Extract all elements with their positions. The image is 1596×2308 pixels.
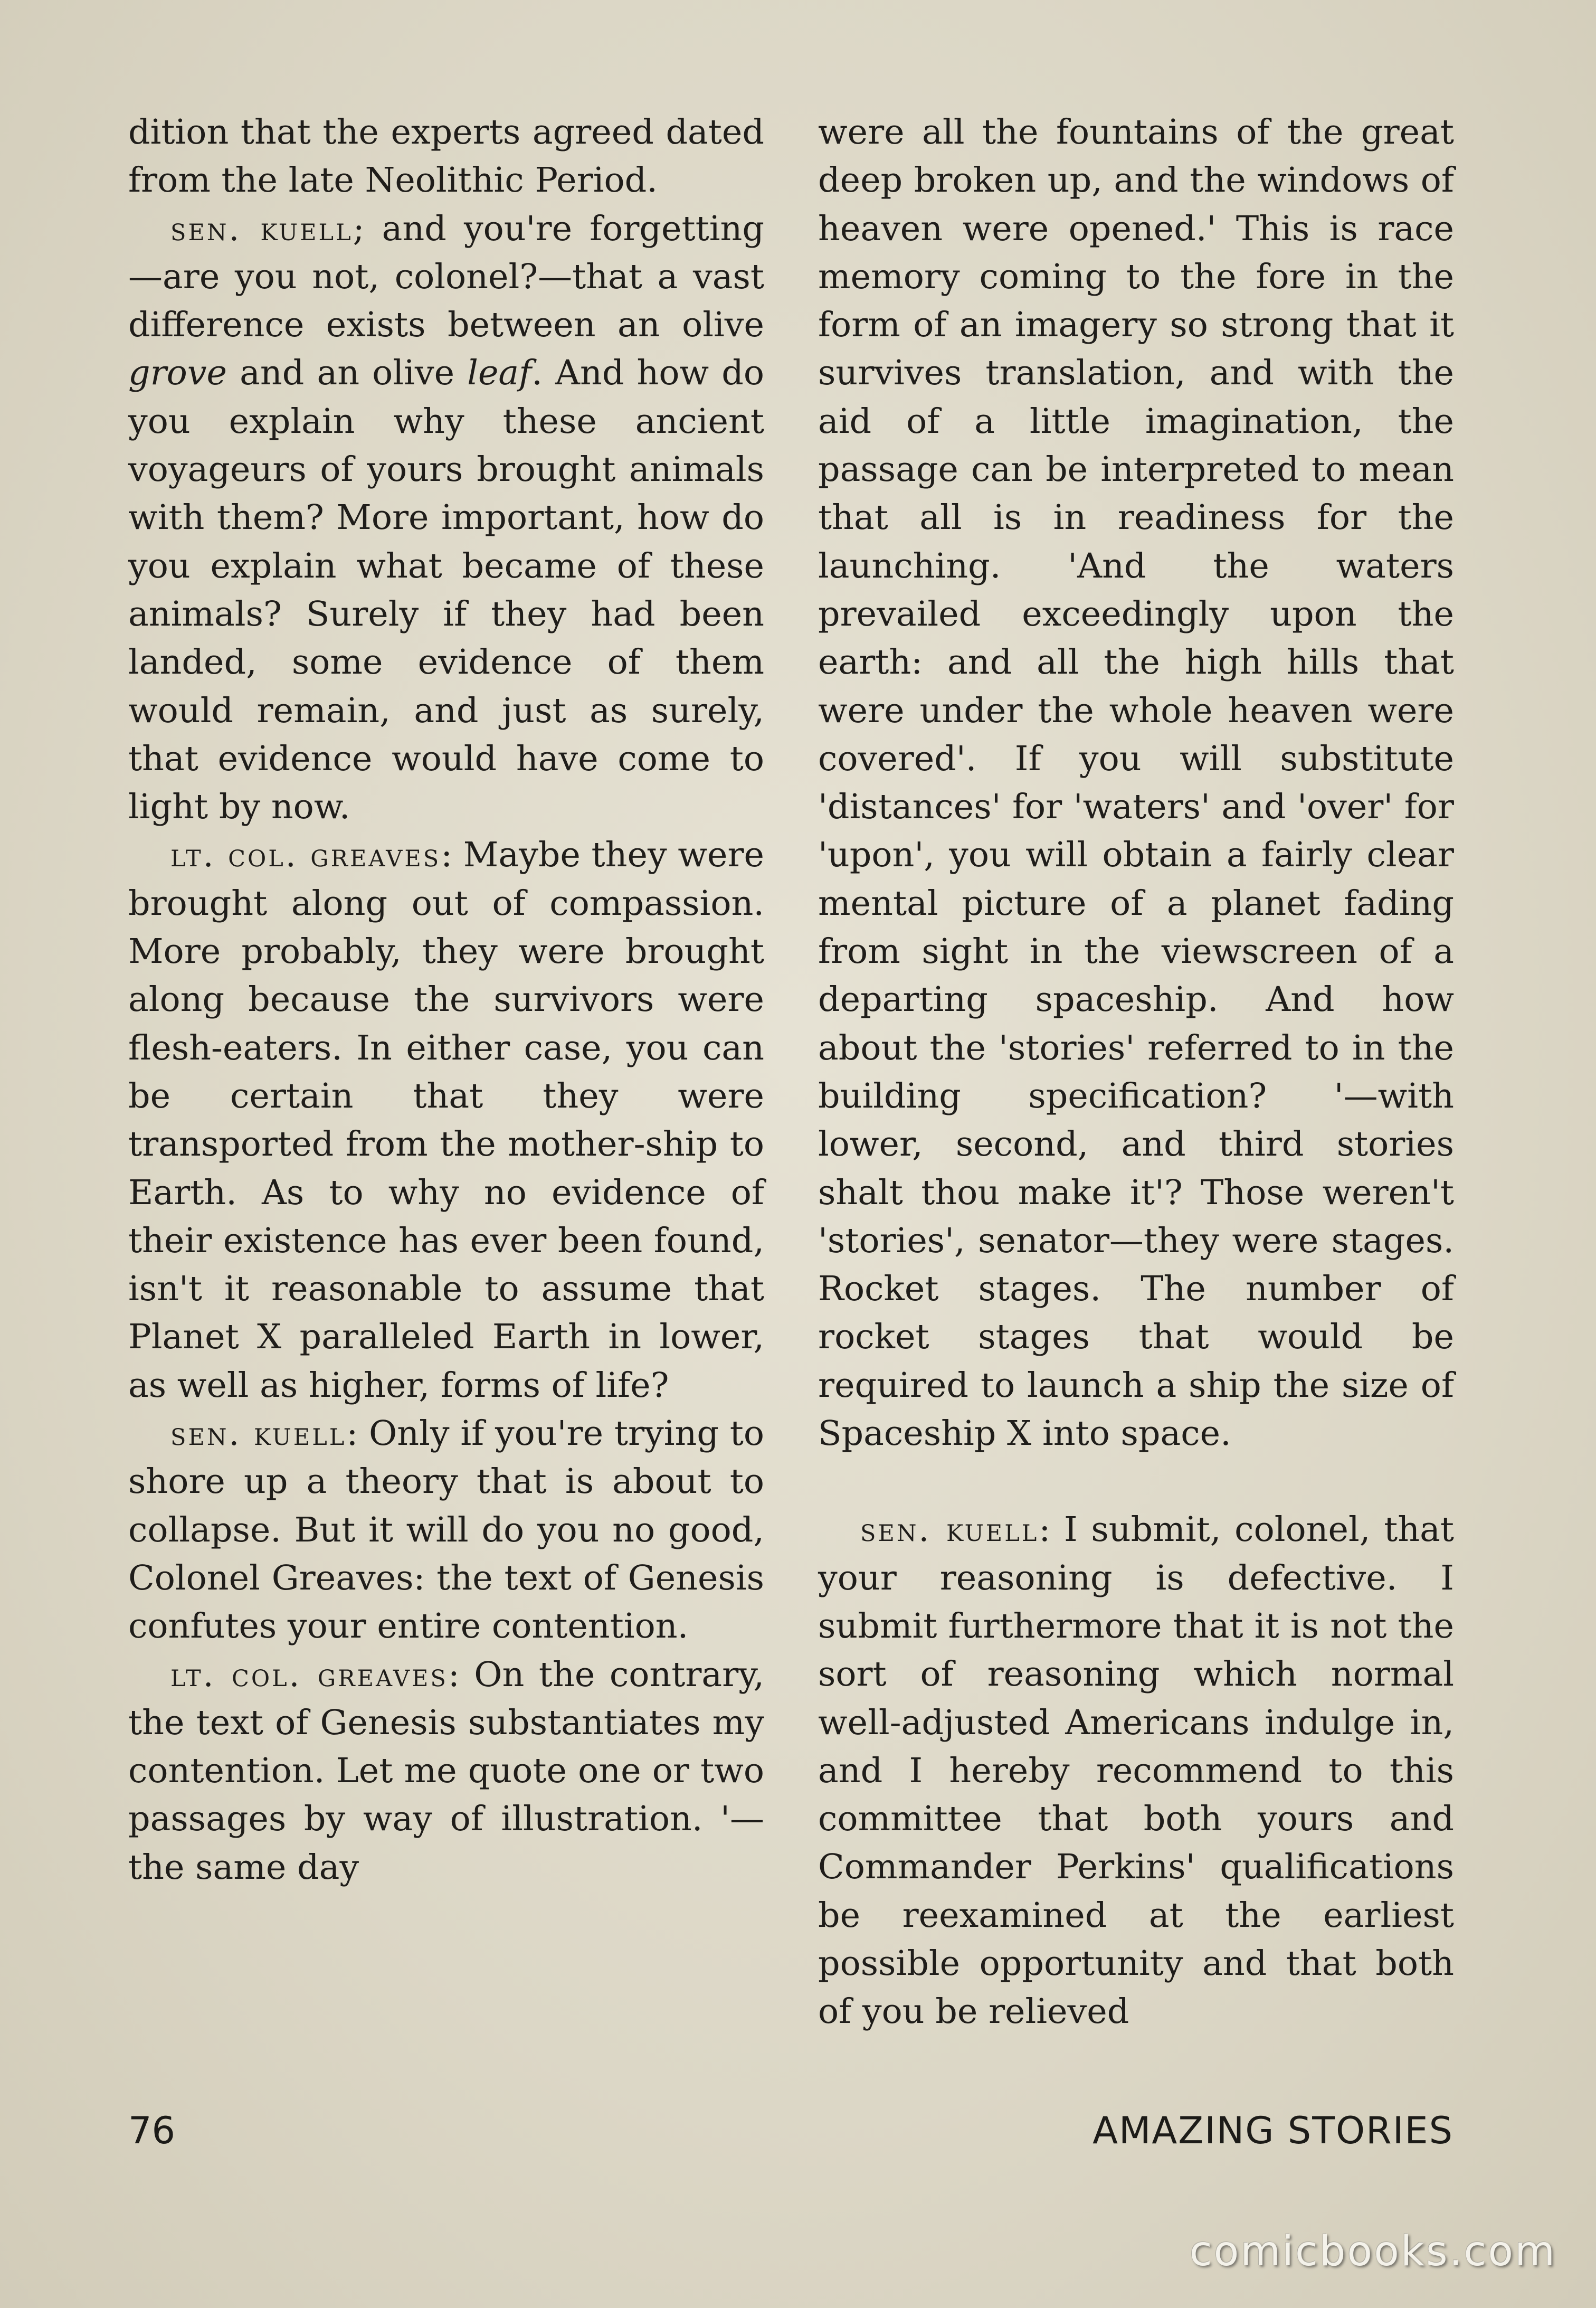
watermark: comicbooks.com [1189,2228,1556,2275]
paragraph [128,108,764,205]
speaker-name: sen. kuell [170,209,353,248]
paragraph-text: : Only if you're trying to shore up a theory that is about to collapse. But it will do you no good, Colonel Greaves: the text of Genesis confutes your entire contention. [128,1414,764,1647]
speaker-name: sen. kuell [170,1414,347,1453]
paragraph-text: dition that the experts agreed dated from the late Neolithic Period. [128,112,764,201]
page-number: 76 [128,2109,176,2152]
italic-word: grove [128,353,227,393]
speaker-name: lt. col. greaves [170,836,441,875]
paragraph [128,205,764,831]
paragraph-text: . And how do you explain why these ancient voyageurs of yours brought animals with them? More important, how do you explain what became of these animals? Surely if they had been landed, some evidence of them would remain, and just as surely, that evidence would have come to light by now. [128,353,765,827]
running-head: AMAZING STORIES [1092,2109,1454,2152]
paragraph [128,1410,764,1650]
paragraph-text: : I submit, colonel, that your reasoning is defective. I submit furthermore that it is not the sort of reasoning which normal well-adjusted Americans indulge in, and I hereby recommend to this committee that both yours and Commander Perkins' qualifications be reexamined at the earliest possible opportunity and that both of you be relieved [818,1510,1455,2032]
paragraph [818,108,1454,1458]
paragraph-text: : Maybe they were brought along out of compassion. More probably, they were brought along because the survivors were flesh-eaters. In either case, you can be certain that they were transported from the mother-ship to Earth. As to why no evidence of their existence has ever been found, isn't it reasonable to assume that Planet X paralleled Earth in lower, as well as higher, forms of life? [128,835,765,1405]
paragraph [128,1651,764,1891]
speaker-name: sen. kuell [860,1510,1039,1549]
right-column [818,108,1454,2141]
speaker-name: lt. col. greaves [170,1655,448,1694]
paragraph-text: ; and you're forgetting—are you not, colonel?—that a vast difference exists between an olive [128,209,765,345]
left-column [128,108,764,2141]
paragraph [818,1506,1454,2036]
paragraph-text: : On the contrary, the text of Genesis substantiates my contention. Let me quote one or two passages by way of illustration. '—the same day [128,1654,764,1887]
paragraph-text: were all the fountains of the great deep broken up, and the windows of heaven were opened.' This is race memory coming to the fore in the form of an imagery so strong that it survives translation, and with the aid of a little imagination, the passage can be interpreted to mean that all is in readiness for the launching. 'And the waters prevailed exceedingly upon the earth: and all the high hills that were under the whole heaven were covered'. If you will substitute 'distances' for 'waters' and 'over' for 'upon', you will obtain a fairly clear mental picture of a planet fading from sight in the viewscreen of a departing spaceship. And how about the 'stories' referred to in the building specification? '—with lower, second, and third stories shalt thou make it'? Those weren't 'stories', senator—they were stages. Rocket stages. The number of rocket stages that would be required to launch a ship the size of Spaceship X into space. [818,112,1454,1454]
paragraph [128,831,764,1410]
paragraph-text: and an olive [227,353,468,393]
italic-word: leaf [467,353,532,393]
